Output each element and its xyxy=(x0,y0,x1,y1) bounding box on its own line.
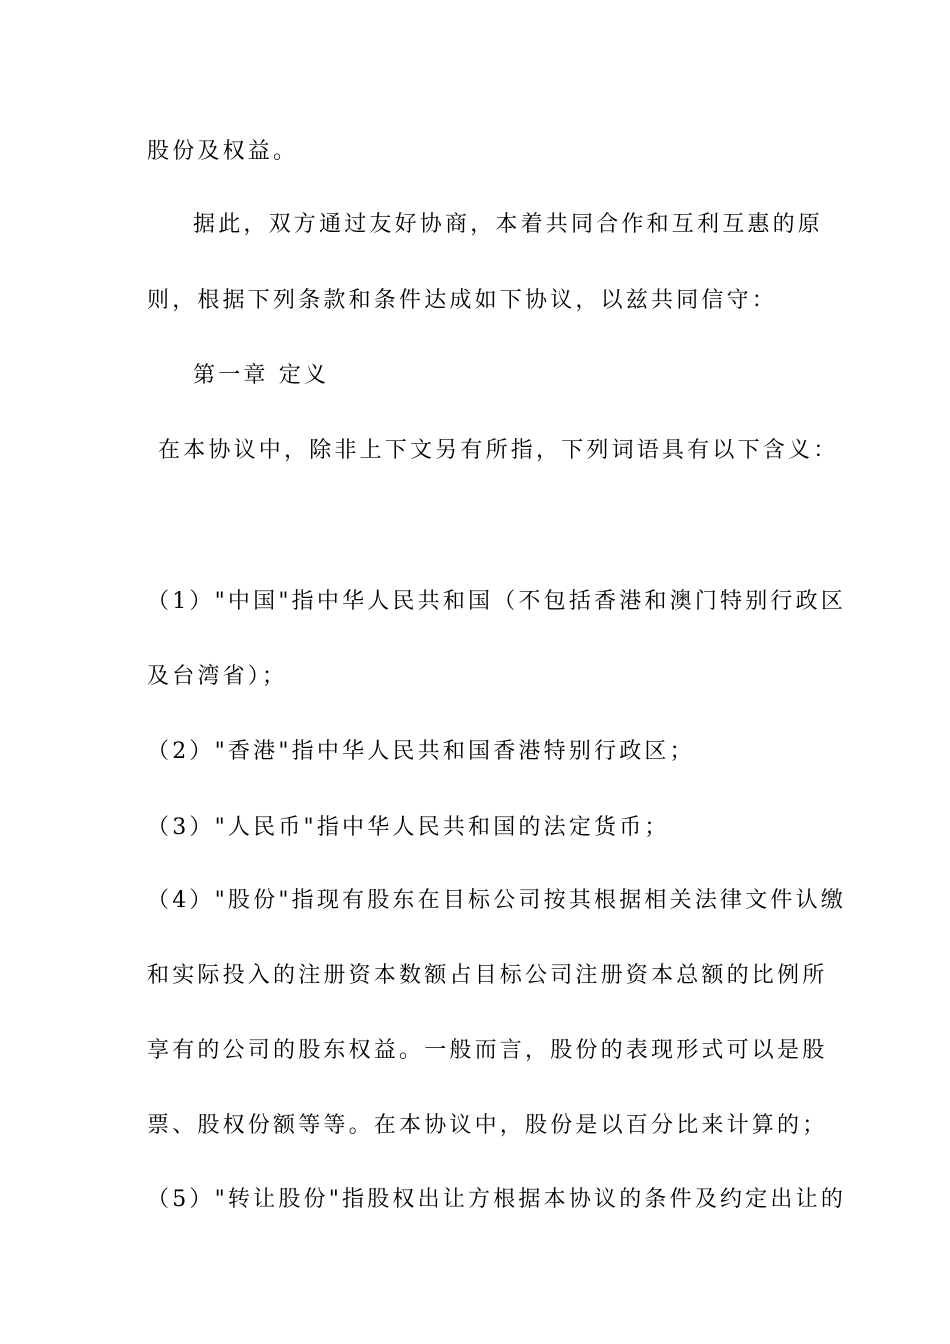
definition-item-continuation: 享有的公司的股东权益。一般而言，股份的表现形式可以是股 xyxy=(147,1038,828,1063)
definition-item: （2）"香港"指中华人民共和国香港特别行政区； xyxy=(147,739,695,764)
definition-item-continuation: 票、股权份额等等。在本协议中，股份是以百分比来计算的； xyxy=(147,1113,828,1138)
definition-item: （3）"人民币"指中华人民共和国的法定货币； xyxy=(147,815,670,840)
chapter-heading: 第一章 定义 xyxy=(193,363,330,388)
definition-item-continuation: 和实际投入的注册资本数额占目标公司注册资本总额的比例所 xyxy=(147,963,828,988)
definition-item: （4）"股份"指现有股东在目标公司按其根据相关法律文件认缴 xyxy=(147,888,847,913)
definition-item: （1）"中国"指中华人民共和国（不包括香港和澳门特别行政区 xyxy=(147,589,847,614)
definition-item-continuation: 及台湾省）； xyxy=(147,664,288,689)
definition-intro: 在本协议中，除非上下文另有所指，下列词语具有以下含义： xyxy=(158,438,839,463)
paragraph-line: 股份及权益。 xyxy=(147,139,299,164)
definition-item: （5）"转让股份"指股权出让方根据本协议的条件及约定出让的 xyxy=(147,1187,847,1212)
paragraph-line: 则，根据下列条款和条件达成如下协议，以兹共同信守： xyxy=(147,288,778,313)
paragraph-line: 据此，双方通过友好协商，本着共同合作和互利互惠的原 xyxy=(193,212,824,237)
